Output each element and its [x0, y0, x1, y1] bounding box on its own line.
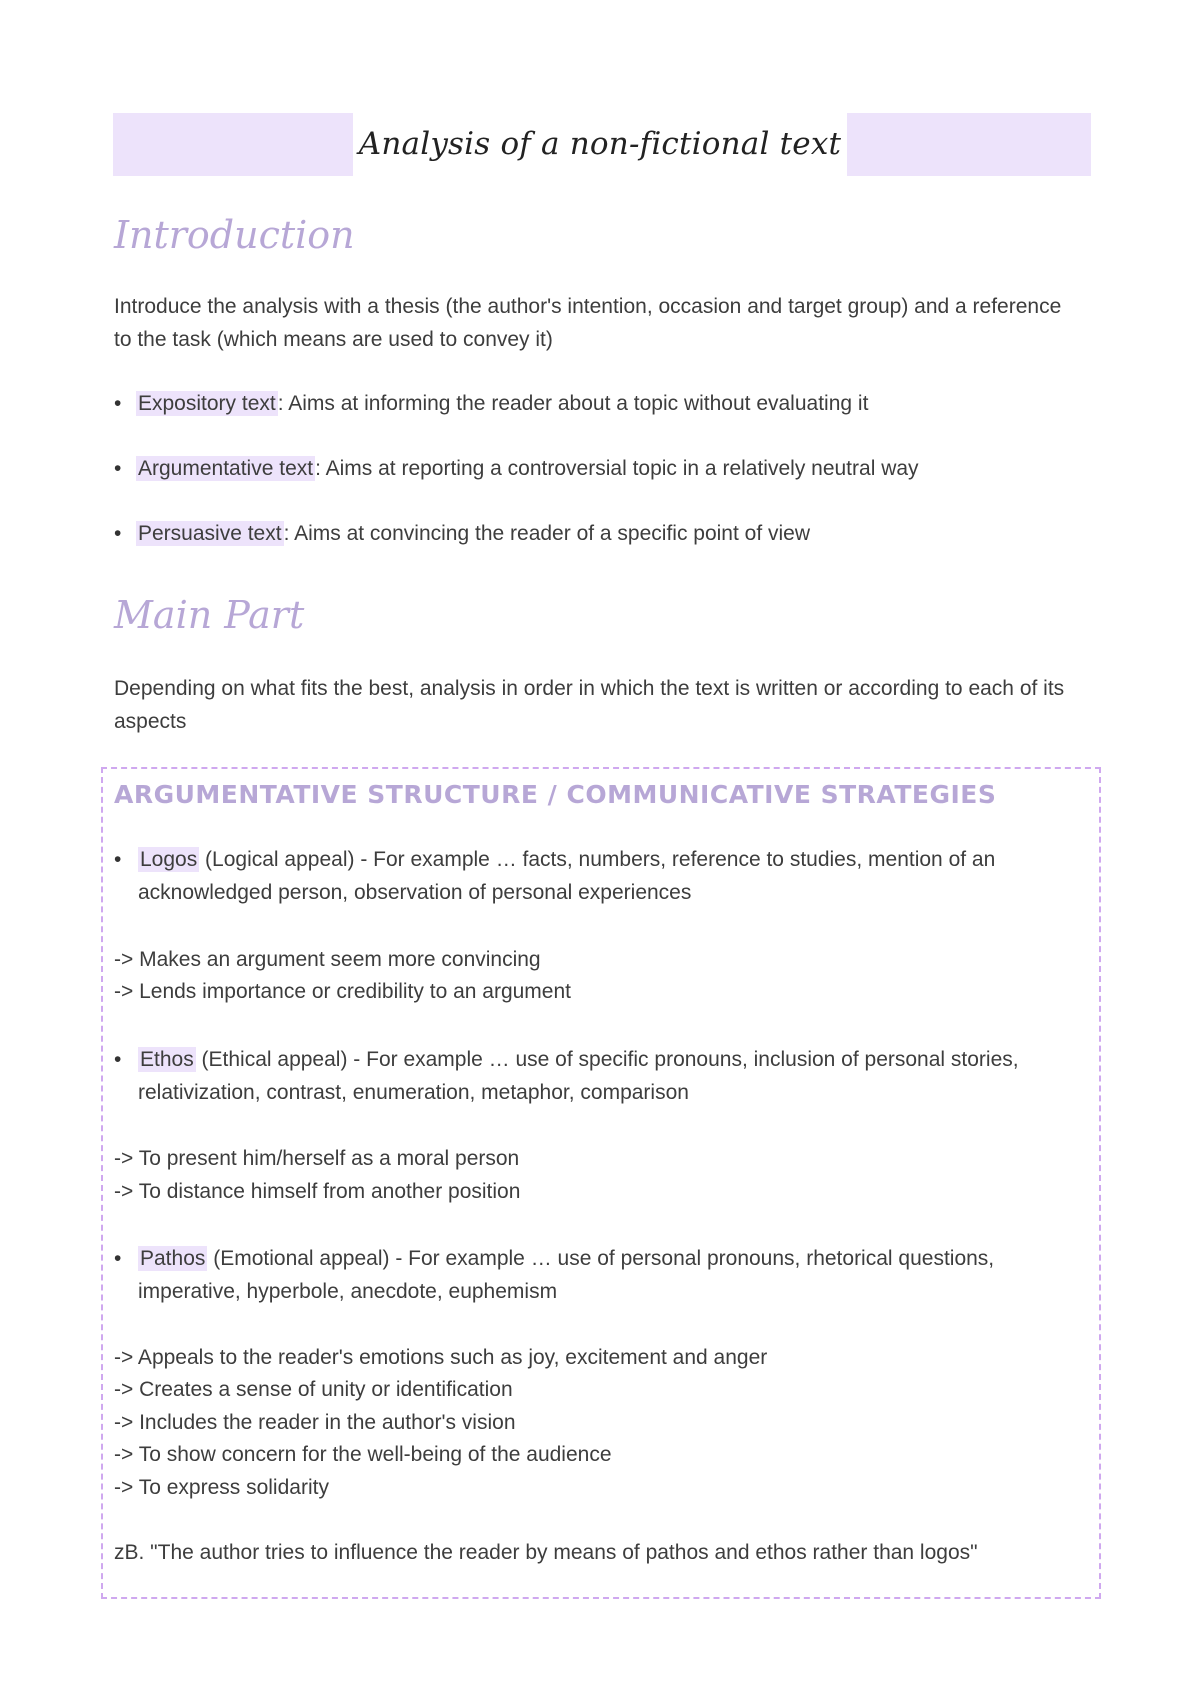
desc-pathos: (Emotional appeal) - For example … use of personal pronouns, rhetorical questions, imperative, hyperbole, anecdote, euphemism [138, 1247, 995, 1303]
page-title: Analysis of a non-fictional text [353, 113, 847, 176]
bullet-dot: • [114, 392, 122, 415]
desc-persuasive: : Aims at convincing the reader of a specific point of view [283, 522, 811, 545]
desc-expository: : Aims at informing the reader about a topic without evaluating it [277, 392, 869, 415]
bullet-dot: • [114, 457, 122, 480]
bullet-expository [114, 387, 868, 420]
pathos-effect-4: -> To show concern for the well-being of the audience [114, 1443, 612, 1466]
bullet-persuasive [114, 517, 810, 550]
desc-argumentative: : Aims at reporting a controversial topic in a relatively neutral way [315, 457, 919, 480]
pathos-effect-3: -> Includes the reader in the author's vision [114, 1411, 516, 1434]
desc-ethos: (Ethical appeal) - For example … use of specific pronouns, inclusion of personal stories, relativization, contrast, enumeration, metaphor, comparison [138, 1048, 1019, 1104]
term-persuasive: Persuasive text [138, 522, 282, 545]
bullet-pathos [114, 1242, 1089, 1308]
pathos-text [114, 1242, 1089, 1308]
bullet-ethos [114, 1043, 1074, 1109]
example-sentence: zB. "The author tries to influence the reader by means of pathos and ethos rather than logos" [114, 1541, 978, 1564]
ethos-effect-2: -> To distance himself from another position [114, 1180, 521, 1203]
logos-effect-2: -> Lends importance or credibility to an argument [114, 980, 571, 1003]
strategies-heading: ARGUMENTATIVE STRUCTURE / COMMUNICATIVE STRATEGIES [114, 780, 997, 809]
bullet-dot: • [114, 1247, 122, 1270]
bullet-argumentative [114, 452, 919, 485]
bullet-dot: • [114, 848, 122, 871]
main-part-heading: Main Part [114, 593, 305, 637]
main-part-paragraph: Depending on what fits the best, analysis in order in which the text is written or according to each of its aspects [114, 677, 1065, 733]
term-expository: Expository text [138, 392, 276, 415]
bullet-dot: • [114, 522, 122, 545]
ethos-text [114, 1043, 1074, 1109]
bullet-logos [114, 843, 1074, 909]
term-ethos: Ethos [140, 1048, 194, 1071]
pathos-effect-2: -> Creates a sense of unity or identification [114, 1378, 513, 1401]
pathos-effect-1: -> Appeals to the reader's emotions such as joy, excitement and anger [114, 1346, 768, 1369]
desc-logos: (Logical appeal) - For example … facts, numbers, reference to studies, mention of an acknowledged person, observation of personal experiences [138, 848, 996, 904]
pathos-effect-5: -> To express solidarity [114, 1476, 329, 1499]
introduction-paragraph: Introduce the analysis with a thesis (the author's intention, occasion and target group) and a reference to the task (which means are used to convey it) [114, 295, 1062, 351]
logos-text [114, 843, 1074, 909]
bullet-dot: • [114, 1048, 122, 1071]
term-logos: Logos [140, 848, 198, 871]
title-container [0, 113, 1200, 176]
term-argumentative: Argumentative text [138, 457, 314, 480]
term-pathos: Pathos [140, 1247, 206, 1270]
ethos-effect-1: -> To present him/herself as a moral person [114, 1147, 520, 1170]
logos-effect-1: -> Makes an argument seem more convincing [114, 948, 541, 971]
introduction-heading: Introduction [114, 213, 355, 257]
